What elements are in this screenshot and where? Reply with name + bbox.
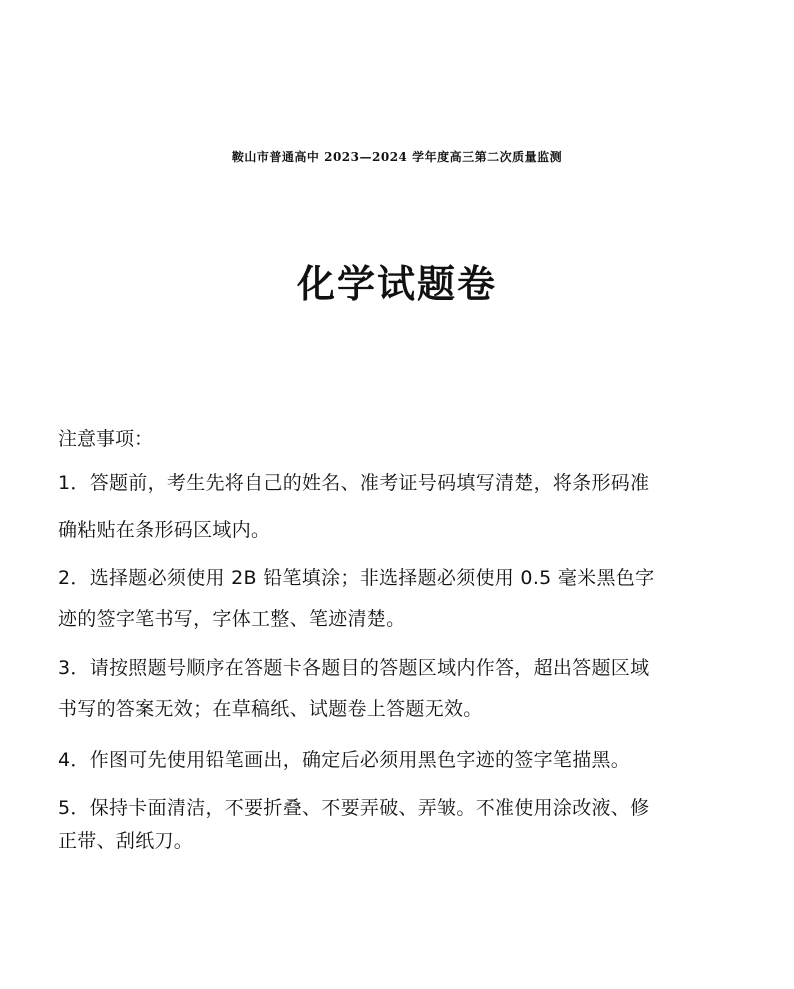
note-5-line-2: 正带、刮纸刀。: [58, 830, 194, 852]
note-3-line-2: 书写的答案无效；在草稿纸、试题卷上答题无效。: [58, 698, 483, 720]
exam-title: 化学试题卷: [296, 261, 497, 306]
note-1-line-2: 确粘贴在条形码区域内。: [58, 519, 271, 541]
notes-heading: 注意事项：: [58, 428, 154, 450]
note-5-line-1: 5．保持卡面清洁，不要折叠、不要弄破、弄皱。不准使用涂改液、修: [58, 797, 650, 819]
note-4-line-1: 4．作图可先使用铅笔画出，确定后必须用黑色字迹的签字笔描黑。: [58, 749, 631, 771]
note-2-line-1: 2．选择题必须使用 2B 铅笔填涂；非选择题必须使用 0.5 毫米黑色字: [58, 567, 655, 589]
note-1-line-1: 1．答题前，考生先将自己的姓名、准考证号码填写清楚，将条形码准: [58, 472, 650, 494]
note-2-line-2: 迹的签字笔书写，字体工整、笔迹清楚。: [58, 608, 406, 630]
note-3-line-1: 3．请按照题号顺序在答题卡各题目的答题区域内作答，超出答题区域: [58, 657, 650, 679]
exam-subtitle: 鞍山市普通高中 2023—2024 学年度高三第二次质量监测: [231, 150, 563, 164]
